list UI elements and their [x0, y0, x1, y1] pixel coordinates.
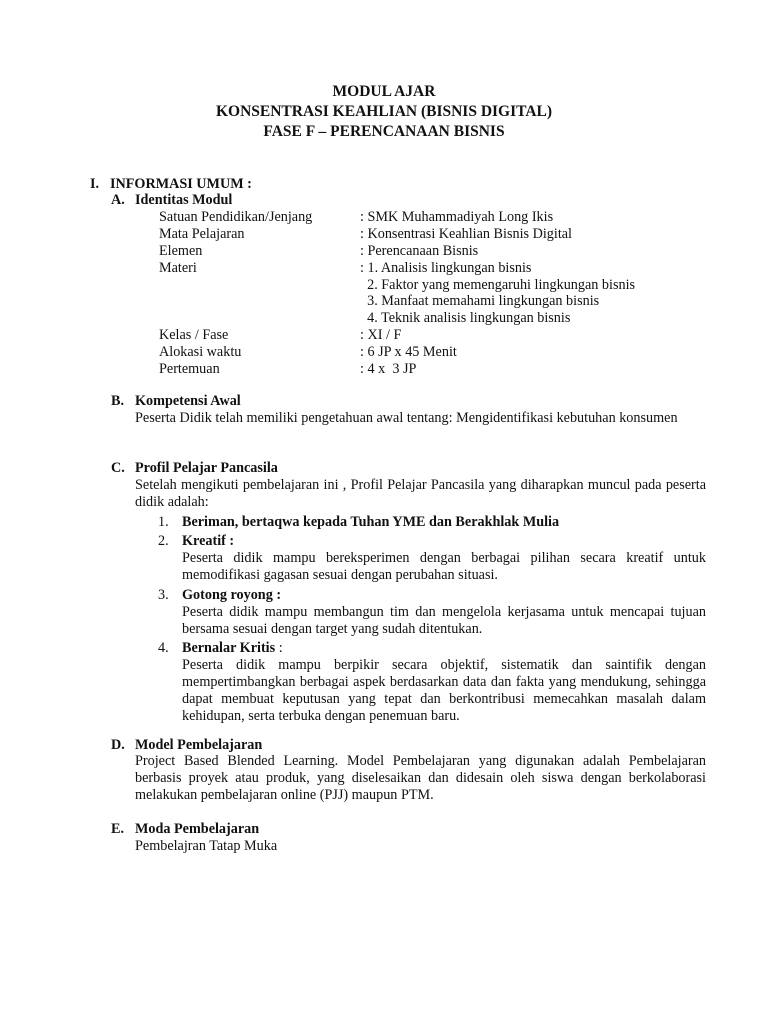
list-item: 4. Bernalar Kritis : Peserta didik mampu berpikir secara objektif, sistematik dan saintifik dengan mempertimbangkan berbagai aspek berdasarkan data dan fakta yang mendukung, sehingga dapat membuat keputusan yang tepat dan berkontribusi memecahkan masalah dalam kehidupan, serta terbuka dengan penemuan baru. — [158, 640, 706, 724]
list-item: 1. Beriman, bertaqwa kepada Tuhan YME dan Berakhlak Mulia — [158, 514, 560, 530]
moda-text: Pembelajran Tatap Muka — [135, 838, 278, 854]
section-number: I. — [90, 176, 100, 192]
model-text: Project Based Blended Learning. Model Pembelajaran yang digunakan adalah Pembelajaran berbasis proyek atau produk, yang diselesaikan dan didesain oleh siswa dengan berkolaborasi melakukan pembelajaran online (PJJ) maupun PTM. — [135, 753, 706, 803]
title-line-2: KONSENTRASI KEAHLIAN (BISNIS DIGITAL) — [215, 103, 553, 120]
heading-kompetensi-awal: B. Kompetensi Awal — [111, 393, 241, 409]
title-line-1: MODUL AJAR — [332, 83, 436, 100]
identitas-row: Kelas / Fase : XI / F — [159, 327, 402, 344]
profil-intro: Setelah mengikuti pembelajaran ini , Profil Pelajar Pancasila yang diharapkan muncul pada peserta didik adalah: — [135, 477, 706, 510]
identitas-row: Satuan Pendidikan/Jenjang : SMK Muhammadiyah Long Ikis — [159, 209, 554, 225]
identitas-row: Mata Pelajaran : Konsentrasi Keahlian Bisnis Digital — [159, 225, 572, 242]
identitas-row: Materi : 1. Analisis lingkungan bisnis — [159, 259, 532, 276]
heading-moda-pembelajaran: E. Moda Pembelajaran — [111, 821, 260, 837]
heading-profil-pelajar: C. Profil Pelajar Pancasila — [111, 460, 278, 476]
identitas-row: Elemen : Perencanaan Bisnis — [159, 242, 479, 259]
list-item: 2. Kreatif : Peserta didik mampu bereksperimen dengan berbagai pilihan secara kreatif untuk memodifikasi gagasan sesuai dengan perubahan situasi. — [158, 533, 706, 583]
identitas-row: Alokasi waktu : 6 JP x 45 Menit — [159, 344, 457, 361]
section-title: INFORMASI UMUM : — [110, 176, 252, 192]
identitas-table — [159, 209, 635, 378]
document-title — [0, 82, 768, 142]
section-informasi-umum — [90, 176, 252, 193]
identitas-row: 2. Faktor yang memengaruhi lingkungan bisnis — [360, 276, 636, 293]
list-item: 3. Gotong royong : Peserta didik mampu membangun tim dan mengelola kerjasama untuk mencapai tujuan bersama sesuai dengan target yang sudah ditentukan. — [158, 587, 706, 637]
identitas-row: 4. Teknik analisis lingkungan bisnis — [360, 310, 571, 327]
identitas-row: 3. Manfaat memahami lingkungan bisnis — [360, 293, 600, 310]
heading-identitas-modul: A. Identitas Modul — [111, 192, 233, 208]
kompetensi-text: Peserta Didik telah memiliki pengetahuan awal tentang: Mengidentifikasi kebutuhan konsumen — [135, 410, 678, 426]
title-line-3: FASE F – PERENCANAAN BISNIS — [263, 123, 505, 140]
identitas-row: Pertemuan : 4 x 3 JP — [159, 361, 417, 378]
profil-list — [158, 514, 706, 725]
heading-model-pembelajaran: D. Model Pembelajaran — [111, 737, 263, 753]
